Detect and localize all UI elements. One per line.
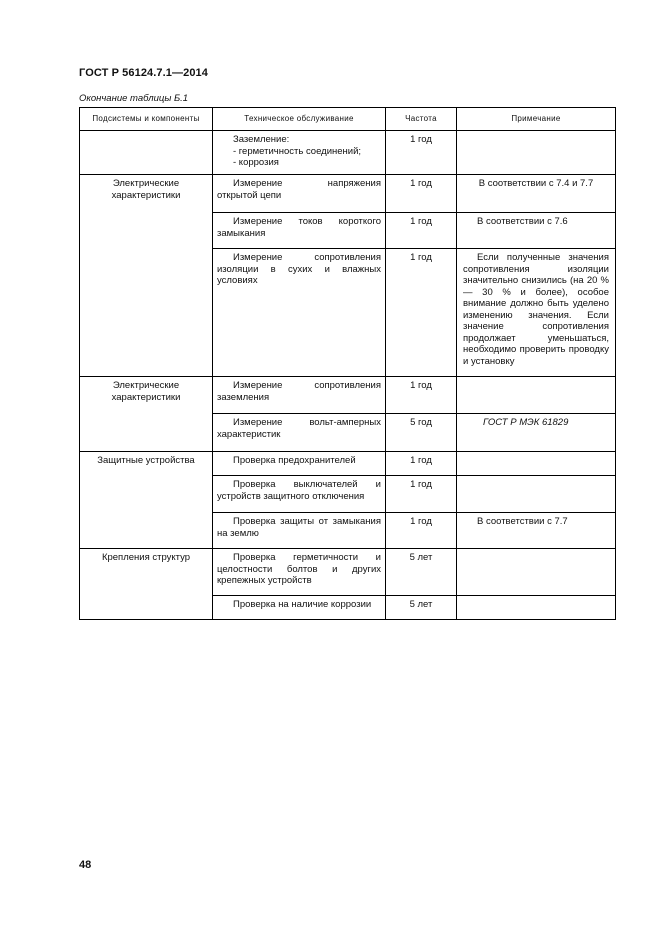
frequency-cell: 1 год (386, 131, 457, 175)
table-header-row (80, 108, 616, 131)
frequency-cell: 1 год (386, 249, 457, 377)
column-header-subsystems: Подсистемы и компоненты (80, 108, 213, 131)
task-text: Измерение напряжения открытой цепи (217, 178, 381, 201)
subsystem-cell: Крепления структур (80, 549, 213, 620)
frequency-cell: 1 год (386, 213, 457, 249)
page-number: 48 (79, 859, 92, 871)
task-line: - герметичность соединений; (233, 145, 362, 157)
table-row (80, 131, 616, 175)
table-row (80, 452, 616, 476)
task-text: Измерение вольт-амперных характеристик (217, 417, 381, 440)
note-text: Если полученные значения сопротивления изоляции значительно снизились (на 20 % — 30 % и более), особое внимание должно быть уделено изменению значения. Если значение сопротивления продолжает уменьшаться, необходимо проверить проводку и установку (463, 252, 609, 367)
subsystem-cell: Электрические характеристики (80, 377, 213, 452)
maintenance-cell (213, 213, 386, 249)
task-line: - коррозия (233, 157, 279, 168)
frequency-cell: 5 год (386, 414, 457, 452)
task-line: Заземление: (233, 134, 290, 145)
note-cell: В соответствии с 7.6 (457, 213, 616, 249)
frequency-cell: 1 год (386, 377, 457, 414)
note-cell (457, 596, 616, 620)
maintenance-cell (213, 377, 386, 414)
table-row (80, 549, 616, 596)
note-cell (457, 249, 616, 377)
frequency-cell: 1 год (386, 452, 457, 476)
frequency-cell: 5 лет (386, 596, 457, 620)
note-cell (457, 452, 616, 476)
frequency-cell: 1 год (386, 476, 457, 513)
maintenance-cell (213, 596, 386, 620)
note-cell (457, 131, 616, 175)
frequency-cell: 1 год (386, 175, 457, 213)
maintenance-cell (213, 414, 386, 452)
maintenance-cell (213, 513, 386, 549)
note-cell (457, 476, 616, 513)
table-caption: Окончание таблицы Б.1 (79, 93, 189, 104)
task-text: Проверка на наличие коррозии (233, 599, 372, 610)
table-row (80, 175, 616, 213)
note-cell (457, 377, 616, 414)
note-cell: ГОСТ Р МЭК 61829 (457, 414, 616, 452)
note-cell: В соответствии с 7.4 и 7.7 (457, 175, 616, 213)
column-header-frequency: Частота (386, 108, 457, 131)
task-text: Проверка выключателей и устройств защитного отключения (217, 479, 381, 502)
table-row (80, 377, 616, 414)
maintenance-table (79, 107, 616, 620)
column-header-note: Примечание (457, 108, 616, 131)
maintenance-cell (213, 549, 386, 596)
note-cell (457, 549, 616, 596)
column-header-maintenance: Техническое обслуживание (213, 108, 386, 131)
task-text: Измерение сопротивления заземления (217, 380, 381, 403)
subsystem-cell: Защитные устройства (80, 452, 213, 549)
task-text: Проверка защиты от замыкания на землю (217, 516, 381, 539)
task-text: Проверка герметичности и целостности болтов и других крепежных устройств (217, 552, 381, 586)
task-text: Измерение сопротивления изоляции в сухих и влажных условиях (217, 252, 381, 286)
maintenance-cell (213, 131, 386, 175)
task-text: Проверка предохранителей (233, 455, 356, 466)
maintenance-cell (213, 452, 386, 476)
frequency-cell: 1 год (386, 513, 457, 549)
subsystem-cell: Электрические характеристики (80, 175, 213, 377)
frequency-cell: 5 лет (386, 549, 457, 596)
document-code: ГОСТ Р 56124.7.1—2014 (79, 67, 208, 79)
maintenance-cell (213, 476, 386, 513)
note-cell: В соответствии с 7.7 (457, 513, 616, 549)
subsystem-cell (80, 131, 213, 175)
maintenance-cell (213, 175, 386, 213)
maintenance-cell (213, 249, 386, 377)
task-text: Измерение токов короткого замыкания (217, 216, 381, 239)
